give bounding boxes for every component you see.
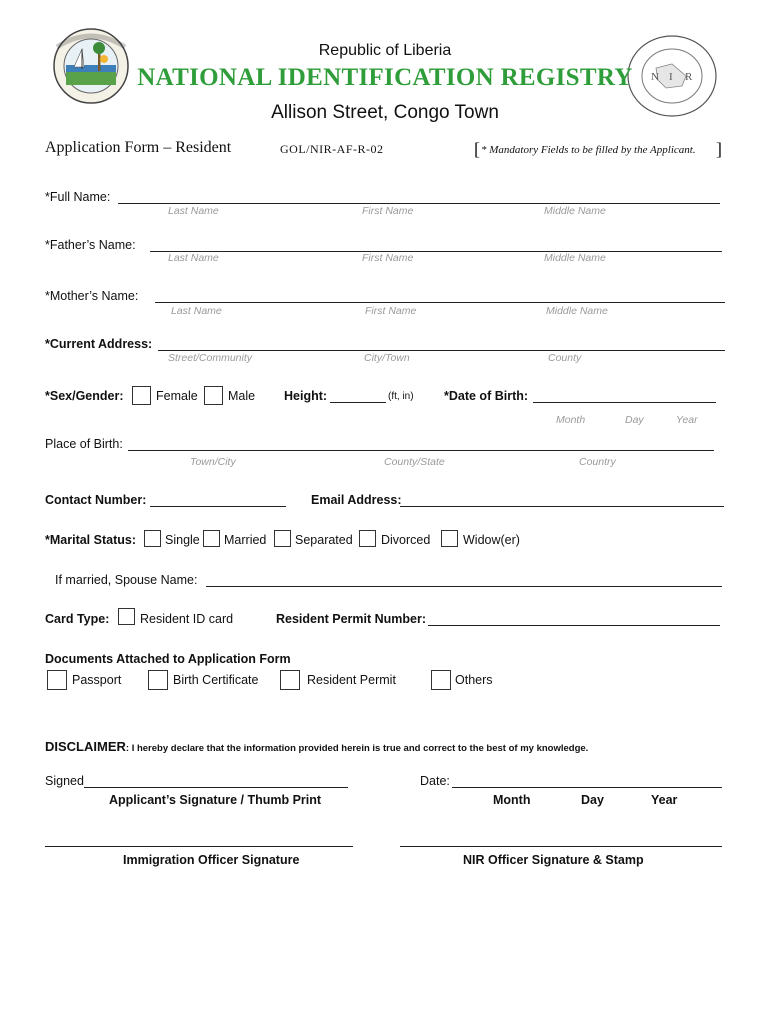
spouse-name-field[interactable] — [206, 586, 722, 587]
hint-middle-name: Middle Name — [544, 205, 606, 217]
contact-number-field[interactable] — [150, 506, 286, 507]
birth-certificate-checkbox[interactable] — [148, 670, 168, 690]
hint-last-name: Last Name — [171, 305, 222, 317]
separated-checkbox[interactable] — [274, 530, 291, 547]
mothers-name-field[interactable] — [155, 302, 725, 303]
nir-officer-signature-field[interactable] — [400, 846, 722, 847]
mothers-name-label: *Mother’s Name: — [45, 289, 139, 303]
date-day-caption: Day — [581, 793, 604, 807]
hint-year: Year — [676, 414, 698, 426]
female-label: Female — [156, 389, 198, 403]
female-checkbox[interactable] — [132, 386, 151, 405]
immigration-officer-signature-field[interactable] — [45, 846, 353, 847]
date-month-caption: Month — [493, 793, 531, 807]
hint-last-name: Last Name — [168, 205, 219, 217]
height-unit: (ft, in) — [388, 391, 414, 402]
contact-number-label: Contact Number: — [45, 493, 147, 507]
sex-gender-label: *Sex/Gender: — [45, 389, 124, 403]
married-checkbox[interactable] — [203, 530, 220, 547]
hint-month: Month — [556, 414, 586, 426]
hint-county-state: County/State — [384, 456, 445, 468]
others-checkbox[interactable] — [431, 670, 451, 690]
applicant-signature-field[interactable] — [84, 787, 348, 788]
hint-day: Day — [625, 414, 644, 426]
signed-label: Signed — [45, 774, 84, 788]
hint-first-name: First Name — [365, 305, 417, 317]
married-label: Married — [224, 533, 267, 547]
passport-label: Passport — [72, 673, 122, 687]
single-label: Single — [165, 533, 200, 547]
hint-town-city: Town/City — [190, 456, 236, 468]
place-of-birth-label: Place of Birth: — [45, 437, 123, 451]
resident-id-card-label: Resident ID card — [140, 612, 234, 626]
spouse-name-label: If married, Spouse Name: — [55, 573, 198, 587]
divorced-label: Divorced — [381, 533, 431, 547]
nir-officer-caption: NIR Officer Signature & Stamp — [463, 853, 644, 867]
widow-checkbox[interactable] — [441, 530, 458, 547]
male-checkbox[interactable] — [204, 386, 223, 405]
hint-country: Country — [579, 456, 616, 468]
agency-heading: NATIONAL IDENTIFICATION REGISTRY — [137, 64, 633, 91]
form-code: GOL/NIR-AF-R-02 — [280, 142, 384, 156]
hint-middle-name: Middle Name — [544, 252, 606, 264]
full-name-label: *Full Name: — [45, 190, 111, 204]
hint-first-name: First Name — [362, 252, 414, 264]
email-address-field[interactable] — [400, 506, 724, 507]
place-of-birth-field[interactable] — [128, 450, 714, 451]
mandatory-note: * Mandatory Fields to be filled by the Applicant. — [481, 144, 696, 156]
others-label: Others — [455, 673, 493, 687]
svg-text:R: R — [685, 71, 693, 83]
single-checkbox[interactable] — [144, 530, 161, 547]
hint-county: County — [548, 352, 582, 364]
resident-permit-number-label: Resident Permit Number: — [276, 612, 427, 626]
date-label: Date: — [420, 774, 450, 788]
date-year-caption: Year — [651, 793, 678, 807]
hint-city: City/Town — [364, 352, 410, 364]
immigration-officer-caption: Immigration Officer Signature — [123, 853, 300, 867]
disclaimer — [45, 738, 588, 756]
applicant-signature-caption: Applicant’s Signature / Thumb Print — [109, 793, 322, 807]
male-label: Male — [228, 389, 256, 403]
form-title: Application Form – Resident — [45, 139, 232, 156]
signed-date-field[interactable] — [452, 787, 722, 788]
hint-street: Street/Community — [168, 352, 253, 364]
hint-first-name: First Name — [362, 205, 414, 217]
disclaimer-text: : I hereby declare that the information provided herein is true and correct to the best of my knowledge. — [125, 743, 589, 754]
disclaimer-label: DISCLAIMER — [45, 739, 126, 754]
divorced-checkbox[interactable] — [359, 530, 376, 547]
fathers-name-label: *Father’s Name: — [45, 238, 136, 252]
documents-attached-heading: Documents Attached to Application Form — [45, 652, 291, 666]
passport-checkbox[interactable] — [47, 670, 67, 690]
full-name-field[interactable] — [118, 203, 720, 204]
current-address-label: *Current Address: — [45, 337, 153, 351]
svg-text:N: N — [651, 71, 659, 83]
email-address-label: Email Address: — [311, 493, 402, 507]
birth-certificate-label: Birth Certificate — [173, 673, 259, 687]
svg-text:I: I — [669, 71, 673, 83]
separated-label: Separated — [295, 533, 353, 547]
card-type-label: Card Type: — [45, 612, 110, 626]
height-label: Height: — [284, 389, 328, 403]
dob-field[interactable] — [533, 402, 716, 403]
address-heading: Allison Street, Congo Town — [271, 102, 499, 123]
resident-permit-checkbox[interactable] — [280, 670, 300, 690]
height-field[interactable] — [330, 402, 386, 403]
hint-middle-name: Middle Name — [546, 305, 608, 317]
dob-label: *Date of Birth: — [444, 389, 529, 403]
fathers-name-field[interactable] — [150, 251, 722, 252]
republic-heading: Republic of Liberia — [318, 42, 452, 59]
resident-permit-label: Resident Permit — [307, 673, 396, 687]
resident-id-card-checkbox[interactable] — [118, 608, 135, 625]
hint-last-name: Last Name — [168, 252, 219, 264]
resident-permit-number-field[interactable] — [428, 625, 720, 626]
marital-status-label: *Marital Status: — [45, 533, 136, 547]
widow-label: Widow(er) — [463, 533, 520, 547]
current-address-field[interactable] — [158, 350, 725, 351]
